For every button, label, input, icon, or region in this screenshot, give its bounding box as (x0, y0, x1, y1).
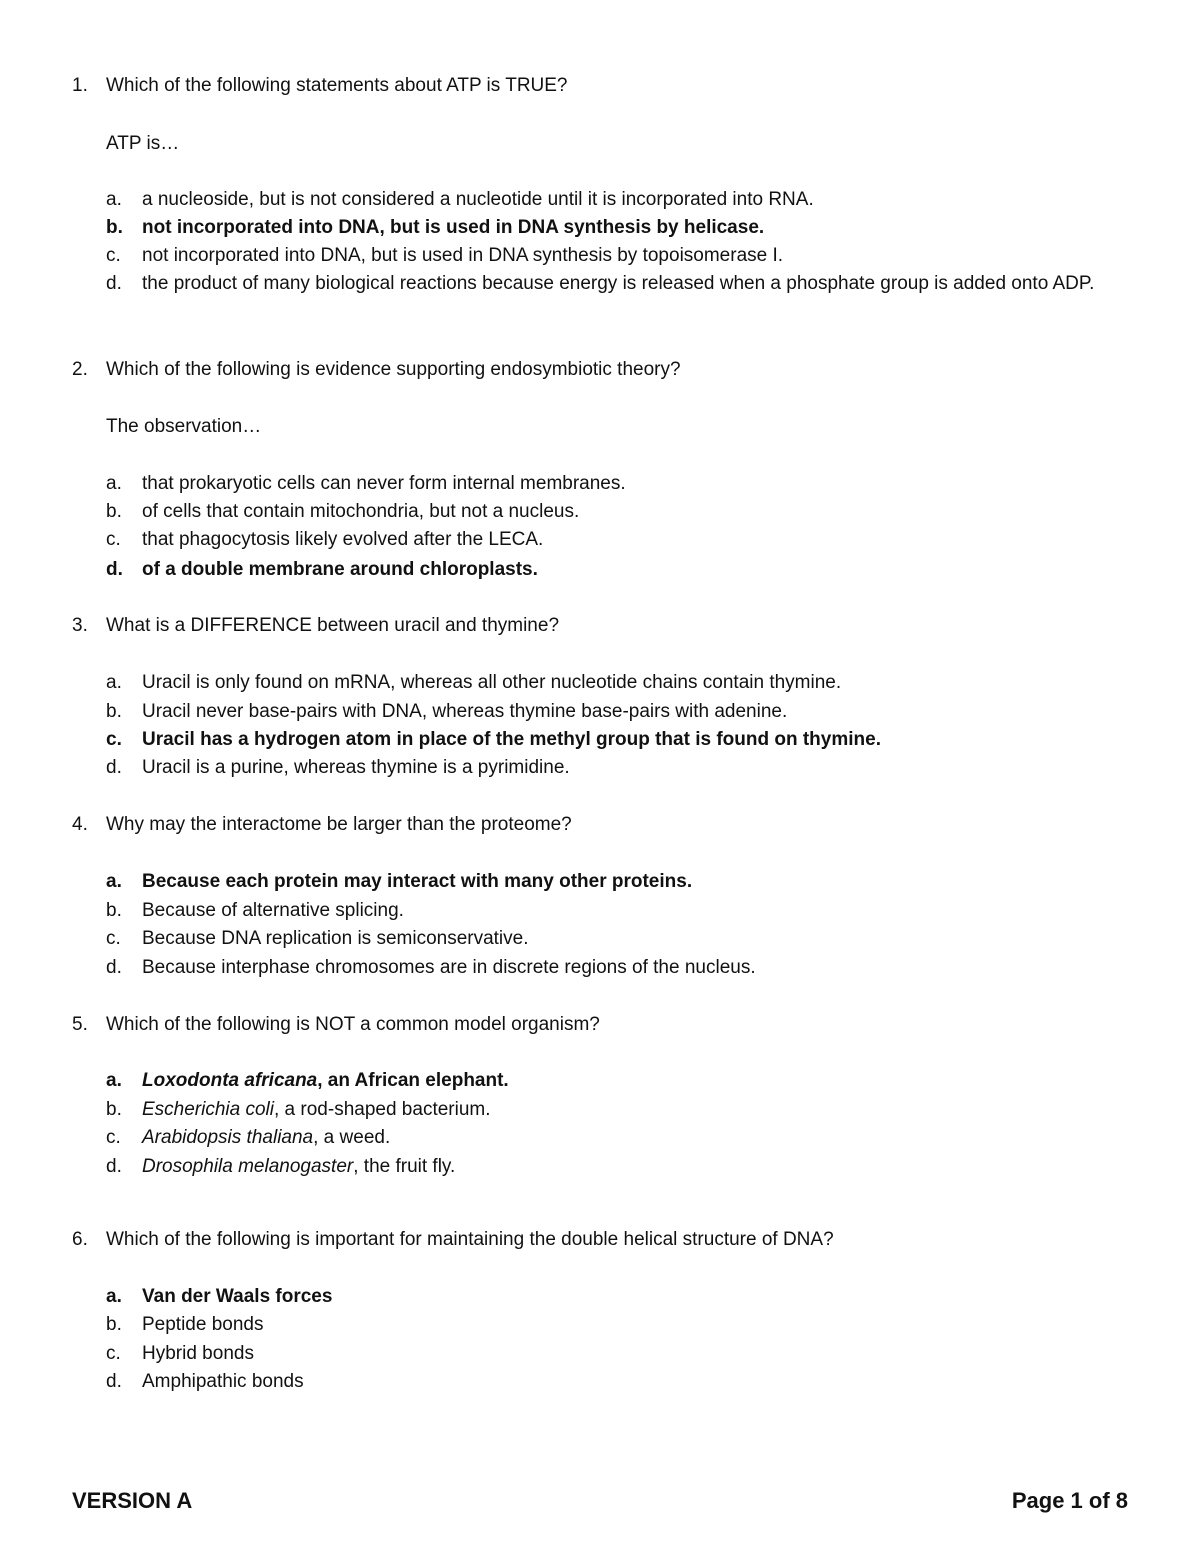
option-letter: c. (106, 928, 121, 949)
option-text: that prokaryotic cells can never form internal membranes. (142, 473, 626, 494)
option-letter: d. (106, 1371, 122, 1392)
species-name: Drosophila melanogaster (142, 1156, 354, 1177)
option-letter-correct: b. (106, 217, 123, 238)
option-text: of cells that contain mitochondria, but not a nucleus. (142, 501, 580, 522)
option-letter: a. (106, 672, 122, 693)
option-text-correct: Uracil has a hydrogen atom in place of the methyl group that is found on thymine. (142, 729, 881, 750)
option-text: not incorporated into DNA, but is used in DNA synthesis by topoisomerase I. (142, 245, 784, 266)
option-text: Uracil never base-pairs with DNA, whereas thymine base-pairs with adenine. (142, 701, 788, 722)
option-letter: c. (106, 1343, 121, 1364)
option-text: Amphipathic bonds (142, 1371, 304, 1392)
page-number: Page 1 of 8 (1011, 1488, 1128, 1513)
question-stem: ATP is… (106, 133, 180, 154)
question-number: 5. (72, 1014, 88, 1035)
option-text (142, 1124, 1142, 1152)
option-letter: d. (106, 757, 122, 778)
option-text-correct: of a double membrane around chloroplasts. (142, 559, 538, 580)
option-letter: b. (106, 501, 122, 522)
option-text-correct: Van der Waals forces (142, 1286, 333, 1307)
question-number: 6. (72, 1229, 88, 1250)
option-letter: a. (106, 189, 122, 210)
species-name: Loxodonta africana (142, 1070, 318, 1091)
option-text (142, 1096, 1142, 1124)
option-text (142, 1153, 1142, 1181)
option-letter: b. (106, 900, 122, 921)
option-text: Uracil is only found on mRNA, whereas all other nucleotide chains contain thymine. (142, 672, 842, 693)
option-letter-correct: a. (106, 871, 122, 892)
option-letter: c. (106, 529, 121, 550)
option-letter: b. (106, 701, 122, 722)
option-letter-correct: a. (106, 1286, 122, 1307)
option-text: a nucleoside, but is not considered a nucleotide until it is incorporated into RNA. (142, 189, 814, 210)
option-letter: c. (106, 245, 121, 266)
option-text: the product of many biological reactions because energy is released when a phosphate group is added onto ADP. (142, 273, 1095, 294)
question-number: 3. (72, 615, 88, 636)
question-text: Which of the following is NOT a common model organism? (106, 1014, 600, 1035)
option-letter: a. (106, 473, 122, 494)
species-description: , an African elephant. (317, 1070, 509, 1091)
option-letter: c. (106, 1127, 121, 1148)
question-stem: The observation… (106, 416, 262, 437)
option-letter: d. (106, 957, 122, 978)
species-description: , the fruit fly. (353, 1156, 456, 1177)
option-text-correct (142, 1067, 1142, 1095)
question-text: Which of the following is evidence supporting endosymbiotic theory? (106, 359, 681, 380)
option-text-correct: Because each protein may interact with many other proteins. (142, 871, 693, 892)
option-letter-correct: c. (106, 729, 122, 750)
question-text: Why may the interactome be larger than the proteome? (106, 814, 572, 835)
question-number: 4. (72, 814, 88, 835)
option-text: Because DNA replication is semiconservative. (142, 928, 529, 949)
option-text: Because of alternative splicing. (142, 900, 404, 921)
option-letter: d. (106, 1156, 122, 1177)
species-description: , a rod-shaped bacterium. (274, 1099, 491, 1120)
option-letter: b. (106, 1099, 122, 1120)
question-text: What is a DIFFERENCE between uracil and thymine? (106, 615, 560, 636)
option-text: Peptide bonds (142, 1314, 264, 1335)
version-label: VERSION A (72, 1488, 193, 1513)
question-number: 2. (72, 359, 88, 380)
option-letter-correct: a. (106, 1070, 122, 1091)
species-description: , a weed. (313, 1127, 391, 1148)
species-name: Arabidopsis thaliana (142, 1127, 314, 1148)
option-text-correct: not incorporated into DNA, but is used in DNA synthesis by helicase. (142, 217, 765, 238)
question-text: Which of the following statements about ATP is TRUE? (106, 75, 568, 96)
option-text: Uracil is a purine, whereas thymine is a pyrimidine. (142, 757, 570, 778)
question-number: 1. (72, 75, 88, 96)
question-text: Which of the following is important for maintaining the double helical structure of DNA? (106, 1229, 834, 1250)
option-letter-correct: d. (106, 559, 123, 580)
option-text: Hybrid bonds (142, 1343, 254, 1364)
option-text: Because interphase chromosomes are in discrete regions of the nucleus. (142, 957, 756, 978)
option-letter: d. (106, 273, 122, 294)
species-name: Escherichia coli (142, 1099, 274, 1120)
option-letter: b. (106, 1314, 122, 1335)
option-text: that phagocytosis likely evolved after the LECA. (142, 529, 544, 550)
